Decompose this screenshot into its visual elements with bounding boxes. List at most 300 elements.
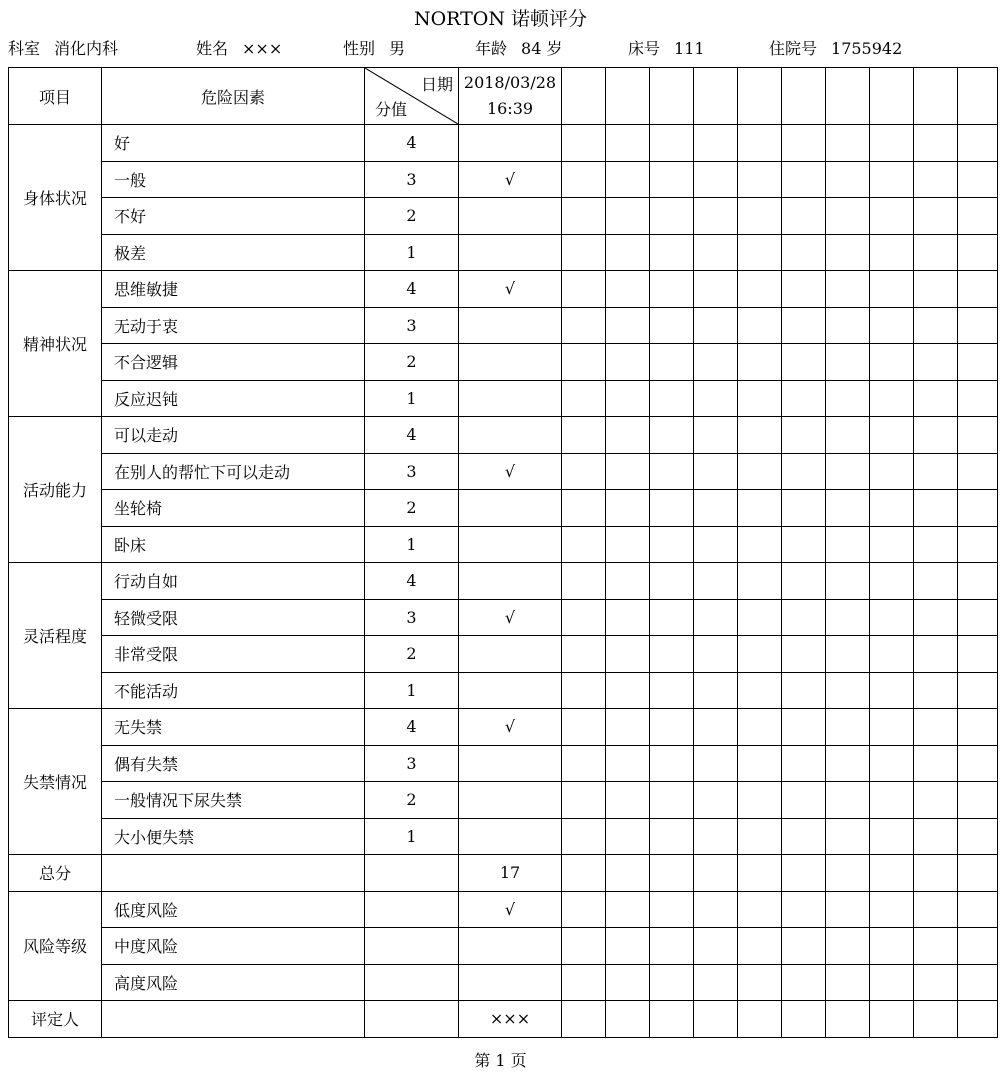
risk-row (9, 891, 998, 928)
empty-date-cell (782, 198, 826, 235)
empty-date-cell (738, 891, 782, 928)
empty-date-cell (914, 417, 958, 454)
total-row (9, 855, 998, 892)
empty-date-cell (782, 599, 826, 636)
table-row (9, 490, 998, 527)
header-factor: 危险因素 (102, 68, 365, 125)
empty-date-cell (738, 745, 782, 782)
empty-date-cell (870, 563, 914, 600)
empty-date-cell (694, 1001, 738, 1038)
table-row (9, 599, 998, 636)
empty-date-cell (562, 380, 606, 417)
empty-date-cell (958, 1001, 998, 1038)
empty-date-cell (562, 855, 606, 892)
empty-date-cell (782, 125, 826, 162)
table-row (9, 526, 998, 563)
table-row (9, 563, 998, 600)
empty-date-cell (914, 490, 958, 527)
name-field (196, 36, 282, 59)
empty-date-cell (606, 563, 650, 600)
factor-score: 2 (365, 490, 459, 527)
page-title: NORTON 诺顿评分 (413, 8, 588, 30)
empty-date-cell (958, 234, 998, 271)
empty-date-cell (562, 782, 606, 819)
table-row (9, 125, 998, 162)
empty-date-cell (650, 198, 694, 235)
risk-factor: 无动于衷 (102, 307, 365, 344)
empty-date-cell (650, 891, 694, 928)
empty-date-cell (694, 526, 738, 563)
empty-date-cell (738, 307, 782, 344)
empty-date-cell (562, 526, 606, 563)
table-row (9, 636, 998, 673)
empty-date-cell (606, 344, 650, 381)
empty-date-cell (738, 344, 782, 381)
risk-factor: 在别人的帮忙下可以走动 (102, 453, 365, 490)
empty-date-cell (650, 1001, 694, 1038)
header-score-label: 分值 (375, 100, 408, 119)
empty-date-cell (606, 417, 650, 454)
assessor-score-blank (365, 1001, 459, 1038)
empty-date-cell (914, 271, 958, 308)
empty-date-cell (958, 344, 998, 381)
empty-date-cell (826, 526, 870, 563)
empty-date-cell (870, 891, 914, 928)
empty-date-cell (958, 198, 998, 235)
factor-score: 4 (365, 271, 459, 308)
table-row (9, 709, 998, 746)
empty-date-cell (870, 818, 914, 855)
empty-date-cell (914, 928, 958, 965)
empty-date-cell (958, 891, 998, 928)
empty-date-cell (650, 68, 694, 125)
empty-date-cell (826, 855, 870, 892)
empty-date-cell (694, 453, 738, 490)
age-field (475, 36, 562, 59)
assessment-cell (459, 563, 562, 600)
assessment-cell (459, 234, 562, 271)
table-row (9, 271, 998, 308)
empty-date-cell (914, 855, 958, 892)
empty-date-cell (826, 417, 870, 454)
factor-score: 1 (365, 380, 459, 417)
assessment-cell (459, 672, 562, 709)
empty-date-cell (914, 344, 958, 381)
assessment-cell (459, 964, 562, 1001)
empty-date-cell (562, 964, 606, 1001)
empty-date-cell (606, 964, 650, 1001)
empty-date-cell (650, 928, 694, 965)
empty-date-cell (826, 125, 870, 162)
bed-value: 111 (674, 39, 705, 58)
empty-date-cell (650, 380, 694, 417)
factor-score: 1 (365, 818, 459, 855)
empty-date-cell (562, 709, 606, 746)
empty-date-cell (782, 818, 826, 855)
empty-date-cell (870, 709, 914, 746)
table-row (9, 198, 998, 235)
risk-level: 低度风险 (102, 891, 365, 928)
empty-date-cell (694, 307, 738, 344)
empty-date-cell (870, 271, 914, 308)
empty-date-cell (958, 964, 998, 1001)
empty-date-cell (782, 307, 826, 344)
empty-date-cell (694, 490, 738, 527)
empty-date-cell (958, 672, 998, 709)
empty-date-cell (562, 563, 606, 600)
empty-date-cell (782, 526, 826, 563)
empty-date-cell (826, 636, 870, 673)
empty-date-cell (870, 344, 914, 381)
assessor-factor-blank (102, 1001, 365, 1038)
empty-date-cell (738, 417, 782, 454)
bed-label: 床号 (628, 39, 661, 58)
factor-score: 3 (365, 161, 459, 198)
risk-factor: 思维敏捷 (102, 271, 365, 308)
risk-factor: 一般情况下尿失禁 (102, 782, 365, 819)
empty-date-cell (606, 234, 650, 271)
empty-date-cell (958, 599, 998, 636)
risk-score-blank (365, 891, 459, 928)
empty-date-cell (870, 380, 914, 417)
empty-date-cell (606, 198, 650, 235)
empty-date-cell (782, 672, 826, 709)
empty-date-cell (738, 928, 782, 965)
empty-date-cell (914, 125, 958, 162)
risk-level: 高度风险 (102, 964, 365, 1001)
empty-date-cell (826, 891, 870, 928)
empty-date-cell (650, 563, 694, 600)
empty-date-cell (650, 782, 694, 819)
empty-date-cell (826, 563, 870, 600)
empty-date-cell (738, 125, 782, 162)
empty-date-cell (738, 636, 782, 673)
empty-date-cell (782, 271, 826, 308)
empty-date-cell (562, 599, 606, 636)
empty-date-cell (738, 271, 782, 308)
empty-date-cell (694, 417, 738, 454)
page-number: 第 1 页 (474, 1051, 527, 1070)
empty-date-cell (914, 526, 958, 563)
assessment-cell (459, 198, 562, 235)
empty-date-cell (826, 271, 870, 308)
empty-date-cell (782, 928, 826, 965)
empty-date-cell (650, 599, 694, 636)
sex-value: 男 (389, 39, 406, 58)
risk-factor: 无失禁 (102, 709, 365, 746)
empty-date-cell (606, 526, 650, 563)
risk-factor: 非常受限 (102, 636, 365, 673)
header-date-score-cell (365, 68, 459, 125)
category-label: 精神状况 (9, 271, 102, 417)
empty-date-cell (870, 672, 914, 709)
empty-date-cell (650, 161, 694, 198)
risk-factor: 极差 (102, 234, 365, 271)
empty-date-cell (694, 125, 738, 162)
empty-date-cell (562, 68, 606, 125)
empty-date-cell (562, 271, 606, 308)
empty-date-cell (958, 490, 998, 527)
risk-factor: 一般 (102, 161, 365, 198)
empty-date-cell (826, 68, 870, 125)
category-label: 活动能力 (9, 417, 102, 563)
empty-date-cell (606, 161, 650, 198)
risk-factor: 大小便失禁 (102, 818, 365, 855)
empty-date-cell (914, 709, 958, 746)
empty-date-cell (606, 453, 650, 490)
empty-date-cell (738, 672, 782, 709)
assessment-time: 16:39 (486, 99, 534, 118)
empty-date-cell (738, 563, 782, 600)
empty-date-cell (562, 344, 606, 381)
risk-score-blank (365, 964, 459, 1001)
factor-score: 1 (365, 526, 459, 563)
sex-field (343, 36, 405, 59)
empty-date-cell (870, 745, 914, 782)
empty-date-cell (870, 782, 914, 819)
empty-date-cell (826, 380, 870, 417)
empty-date-cell (870, 68, 914, 125)
empty-date-cell (606, 855, 650, 892)
risk-factor: 坐轮椅 (102, 490, 365, 527)
empty-date-cell (694, 234, 738, 271)
dept-label: 科室 (8, 39, 41, 58)
empty-date-cell (738, 68, 782, 125)
empty-date-cell (826, 198, 870, 235)
norton-score-table (8, 67, 998, 1038)
empty-date-cell (606, 380, 650, 417)
empty-date-cell (606, 818, 650, 855)
empty-date-cell (562, 745, 606, 782)
empty-date-cell (826, 453, 870, 490)
empty-date-cell (606, 636, 650, 673)
assessment-cell (459, 344, 562, 381)
empty-date-cell (958, 125, 998, 162)
empty-date-cell (870, 307, 914, 344)
total-score-value: 17 (459, 855, 562, 892)
empty-date-cell (694, 271, 738, 308)
empty-date-cell (650, 964, 694, 1001)
empty-date-cell (738, 599, 782, 636)
empty-date-cell (782, 782, 826, 819)
check-mark-cell: √ (459, 709, 562, 746)
empty-date-cell (738, 709, 782, 746)
header-assessment-datetime (459, 68, 562, 125)
table-row (9, 234, 998, 271)
empty-date-cell (650, 307, 694, 344)
empty-date-cell (562, 125, 606, 162)
assessment-cell (459, 307, 562, 344)
empty-date-cell (958, 417, 998, 454)
empty-date-cell (694, 68, 738, 125)
empty-date-cell (694, 344, 738, 381)
empty-date-cell (606, 307, 650, 344)
empty-date-cell (738, 964, 782, 1001)
empty-date-cell (650, 672, 694, 709)
empty-date-cell (914, 672, 958, 709)
empty-date-cell (782, 1001, 826, 1038)
check-mark-cell: √ (459, 599, 562, 636)
empty-date-cell (914, 234, 958, 271)
total-factor-blank (102, 855, 365, 892)
empty-date-cell (826, 307, 870, 344)
bed-field (628, 36, 705, 59)
assessment-cell (459, 818, 562, 855)
empty-date-cell (826, 234, 870, 271)
empty-date-cell (914, 380, 958, 417)
empty-date-cell (826, 818, 870, 855)
assessment-cell (459, 928, 562, 965)
assessment-cell (459, 380, 562, 417)
assessment-cell (459, 745, 562, 782)
empty-date-cell (782, 453, 826, 490)
table-row (9, 161, 998, 198)
header-item: 项目 (9, 68, 102, 125)
empty-date-cell (958, 636, 998, 673)
dept-field (8, 36, 118, 59)
assessment-cell (459, 526, 562, 563)
total-label: 总分 (9, 855, 102, 892)
admission-label: 住院号 (769, 39, 818, 58)
empty-date-cell (738, 453, 782, 490)
empty-date-cell (738, 855, 782, 892)
empty-date-cell (650, 344, 694, 381)
table-row (9, 672, 998, 709)
risk-factor: 行动自如 (102, 563, 365, 600)
empty-date-cell (826, 964, 870, 1001)
empty-date-cell (914, 599, 958, 636)
empty-date-cell (738, 818, 782, 855)
empty-date-cell (694, 964, 738, 1001)
empty-date-cell (958, 271, 998, 308)
empty-date-cell (870, 855, 914, 892)
empty-date-cell (870, 161, 914, 198)
risk-level-label: 风险等级 (9, 891, 102, 1001)
risk-score-blank (365, 928, 459, 965)
risk-factor: 轻微受限 (102, 599, 365, 636)
empty-date-cell (694, 636, 738, 673)
empty-date-cell (694, 161, 738, 198)
empty-date-cell (694, 709, 738, 746)
empty-date-cell (914, 307, 958, 344)
risk-factor: 不能活动 (102, 672, 365, 709)
table-row (9, 745, 998, 782)
risk-factor: 好 (102, 125, 365, 162)
empty-date-cell (826, 709, 870, 746)
empty-date-cell (694, 198, 738, 235)
empty-date-cell (782, 344, 826, 381)
empty-date-cell (694, 891, 738, 928)
empty-date-cell (826, 782, 870, 819)
factor-score: 3 (365, 745, 459, 782)
empty-date-cell (958, 453, 998, 490)
empty-date-cell (606, 782, 650, 819)
risk-row (9, 964, 998, 1001)
assessor-label: 评定人 (9, 1001, 102, 1038)
empty-date-cell (826, 745, 870, 782)
empty-date-cell (958, 161, 998, 198)
empty-date-cell (738, 490, 782, 527)
empty-date-cell (562, 672, 606, 709)
empty-date-cell (870, 125, 914, 162)
check-mark-cell: √ (459, 161, 562, 198)
empty-date-cell (562, 161, 606, 198)
name-value: ××× (242, 39, 283, 58)
table-row (9, 818, 998, 855)
empty-date-cell (914, 891, 958, 928)
empty-date-cell (738, 161, 782, 198)
empty-date-cell (914, 964, 958, 1001)
empty-date-cell (562, 891, 606, 928)
empty-date-cell (650, 636, 694, 673)
empty-date-cell (650, 526, 694, 563)
empty-date-cell (738, 1001, 782, 1038)
factor-score: 4 (365, 563, 459, 600)
empty-date-cell (650, 125, 694, 162)
empty-date-cell (782, 68, 826, 125)
factor-score: 2 (365, 344, 459, 381)
admission-field (769, 36, 902, 59)
empty-date-cell (606, 891, 650, 928)
empty-date-cell (782, 161, 826, 198)
empty-date-cell (650, 855, 694, 892)
header-row (9, 68, 998, 125)
empty-date-cell (826, 928, 870, 965)
factor-score: 2 (365, 782, 459, 819)
empty-date-cell (914, 636, 958, 673)
empty-date-cell (782, 855, 826, 892)
empty-date-cell (562, 1001, 606, 1038)
empty-date-cell (870, 1001, 914, 1038)
empty-date-cell (694, 599, 738, 636)
assessor-row (9, 1001, 998, 1038)
empty-date-cell (914, 198, 958, 235)
empty-date-cell (606, 125, 650, 162)
check-mark-cell: √ (459, 453, 562, 490)
assessment-cell (459, 636, 562, 673)
empty-date-cell (562, 636, 606, 673)
empty-date-cell (958, 928, 998, 965)
empty-date-cell (870, 964, 914, 1001)
empty-date-cell (650, 271, 694, 308)
empty-date-cell (650, 490, 694, 527)
empty-date-cell (826, 599, 870, 636)
empty-date-cell (782, 417, 826, 454)
empty-date-cell (562, 234, 606, 271)
empty-date-cell (650, 745, 694, 782)
empty-date-cell (650, 709, 694, 746)
factor-score: 4 (365, 125, 459, 162)
empty-date-cell (958, 745, 998, 782)
empty-date-cell (782, 234, 826, 271)
assessment-cell (459, 782, 562, 819)
empty-date-cell (958, 563, 998, 600)
empty-date-cell (562, 417, 606, 454)
empty-date-cell (870, 526, 914, 563)
empty-date-cell (958, 526, 998, 563)
empty-date-cell (870, 198, 914, 235)
dept-value: 消化内科 (54, 39, 119, 58)
empty-date-cell (870, 490, 914, 527)
assessment-date: 2018/03/28 (463, 73, 557, 92)
empty-date-cell (562, 453, 606, 490)
empty-date-cell (826, 672, 870, 709)
age-value: 84 岁 (521, 39, 563, 58)
risk-factor: 可以走动 (102, 417, 365, 454)
assessment-cell (459, 417, 562, 454)
empty-date-cell (694, 818, 738, 855)
empty-date-cell (914, 68, 958, 125)
